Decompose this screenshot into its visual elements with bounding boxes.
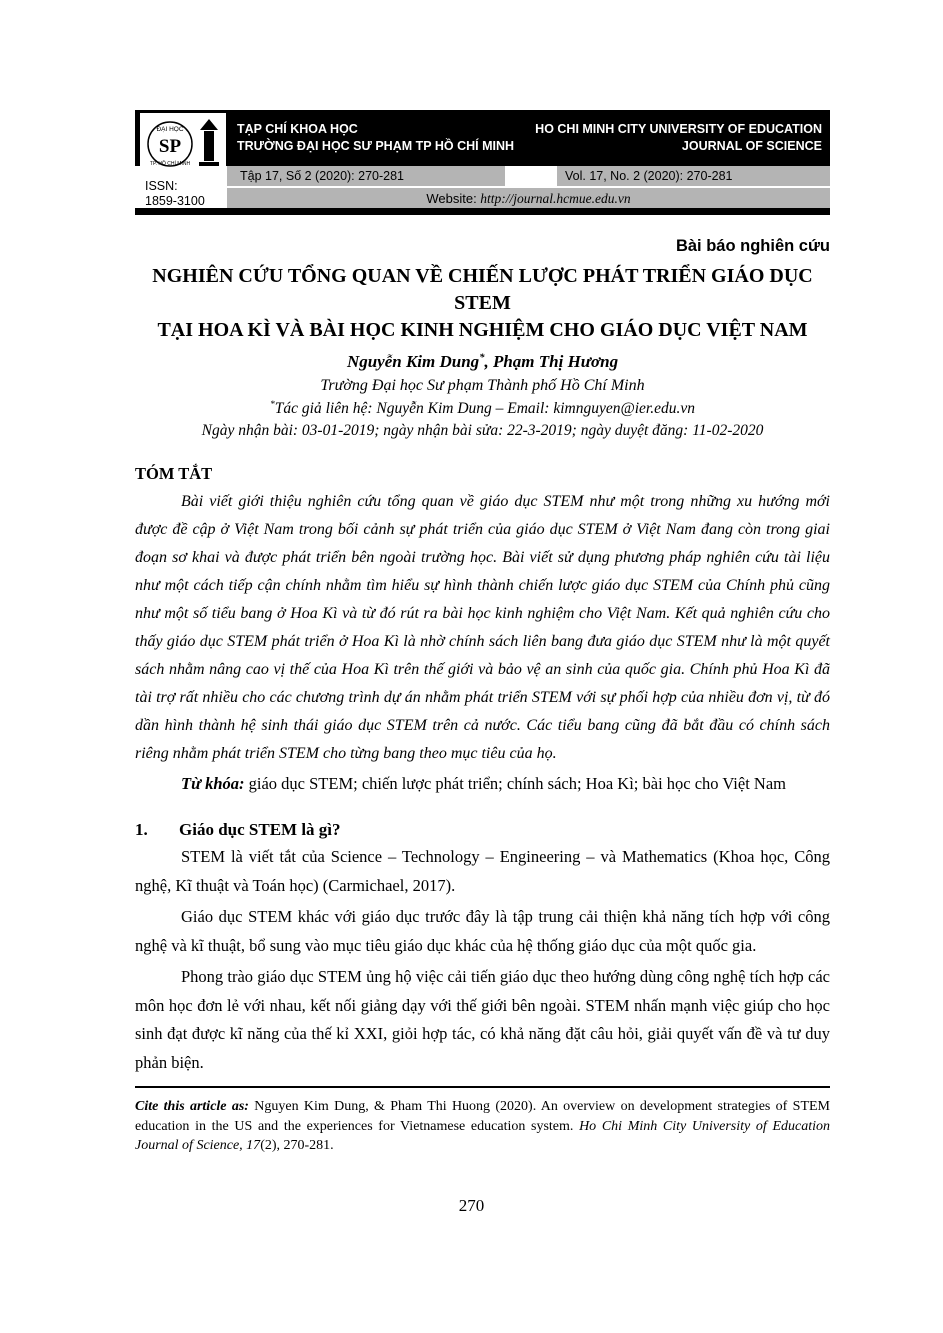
website-row	[227, 188, 830, 208]
keywords-label: Từ khóa:	[181, 774, 245, 794]
header-top-band	[135, 110, 830, 166]
cite-tail: (2), 270-281.	[260, 1138, 334, 1153]
website-label: Website:	[426, 191, 481, 206]
hcmue-logo	[140, 113, 226, 175]
keywords-line	[135, 770, 830, 798]
volume-info-vi: Tập 17, Số 2 (2020): 270-281	[227, 166, 505, 186]
section-1-paragraph-1: STEM là viết tắt của Science – Technology – Engineering – và Mathematics (Khoa học, Công nghệ, Kĩ thuật và Toán học) (Carmichael, 2017).	[135, 847, 830, 895]
volume-row	[227, 166, 830, 186]
received-dates-line: Ngày nhận bài: 03-01-2019; ngày nhận bài sửa: 22-3-2019; ngày duyệt đăng: 11-02-2020	[201, 422, 764, 440]
journal-header	[135, 110, 830, 215]
logo-text-bottom: TP. HỒ CHÍ MINH	[149, 161, 191, 167]
article-title-line2: TẠI HOA KÌ VÀ BÀI HỌC KINH NGHIỆM CHO GIÁO DỤC VIỆT NAM	[157, 319, 808, 341]
journal-name-vi-line1: TẠP CHÍ KHOA HỌC	[237, 122, 358, 137]
author-1: Nguyễn Kim Dung	[346, 352, 480, 371]
issn-value: 1859-3100	[145, 194, 205, 208]
abstract-heading: TÓM TẮT	[135, 464, 213, 484]
issn-label: ISSN:	[145, 179, 178, 193]
author-2: , Phạm Thị Hương	[484, 352, 619, 371]
section-1-paragraph-2: Giáo dục STEM khác với giáo dục trước đây là tập trung cải thiện khả năng tích hợp với công nghệ và kĩ thuật, bổ sung vào mục tiêu giáo dục khác của hệ thống giáo dục của một quốc gia.	[135, 907, 830, 955]
section-1-number: 1.	[135, 820, 148, 840]
cite-label: Cite this article as:	[135, 1099, 249, 1114]
article-type-label: Bài báo nghiên cứu	[675, 237, 830, 255]
authors-line	[135, 352, 830, 372]
volume-info-en: Vol. 17, No. 2 (2020): 270-281	[557, 166, 830, 186]
section-1-title: Giáo dục STEM là gì?	[179, 820, 341, 840]
journal-name-en-line1: HO CHI MINH CITY UNIVERSITY OF EDUCATION	[535, 122, 822, 137]
volume-gap	[505, 166, 557, 186]
correspondence-text: Tác giả liên hệ: Nguyễn Kim Dung – Email: kimnguyen@ier.edu.vn	[274, 400, 695, 418]
website-url: http://journal.hcmue.edu.vn	[480, 191, 631, 206]
correspondence-mark: *	[270, 399, 275, 410]
hcmue-logo-icon	[143, 115, 223, 173]
header-mid-band	[135, 166, 830, 208]
affiliation-line: Trường Đại học Sư phạm Thành phố Hồ Chí Minh	[320, 377, 645, 394]
header-bottom-rule	[135, 208, 830, 215]
logo-text-sp: SP	[158, 136, 182, 157]
cite-body: Nguyen Kim Dung, & Pham Thi Huong (2020). An overview on development strategies of STEM education in the US and the experiences for Vietnamese education system.	[135, 1099, 831, 1134]
header-mid-right	[227, 166, 830, 208]
journal-name-vi	[237, 121, 514, 155]
article-title-line1: NGHIÊN CỨU TỔNG QUAN VỀ CHIẾN LƯỢC PHÁT TRIỂN GIÁO DỤC STEM	[152, 265, 813, 314]
page-number: 270	[458, 1196, 485, 1215]
journal-name-vi-line2: TRƯỜNG ĐẠI HỌC SƯ PHẠM TP HỒ CHÍ MINH	[237, 139, 515, 153]
logo-tower-icon	[199, 119, 219, 166]
logo-text-top: ĐẠI HỌC	[156, 126, 184, 133]
section-1-paragraph-3: Phong trào giáo dục STEM ủng hộ việc cải tiến giáo dục theo hướng dùng công nghệ tích hợp các môn học đơn lẻ với nhau, kết nối giảng dạy với thế giới bên ngoài. STEM nhấn mạnh việc giúp cho học sinh đạt được kĩ năng của thế kỉ XXI, giỏi hợp tác, có khả năng đặt câu hỏi, giải quyết vấn đề và tư duy phản biện.	[135, 967, 830, 1072]
correspondence-line	[135, 399, 830, 418]
journal-name-en-line2: JOURNAL OF SCIENCE	[681, 139, 822, 153]
abstract-body: Bài viết giới thiệu nghiên cứu tổng quan về giáo dục STEM như một trong những xu hướng mới được đề cập ở Việt Nam trong bối cảnh sự phát triển của giáo dục STEM ở Việt Nam đang còn trong giai đoạn sơ khai và được phát triển bên ngoài trường học. Bài viết sử dụng phương pháp nghiên cứu tài liệu như một cách tiếp cận chính nhằm tìm hiểu sự hình thành chiến lược giáo dục STEM của Chính phủ cũng như một số tiểu bang ở Hoa Kì và từ đó rút ra bài học kinh nghiệm cho Việt Nam. Kết quả nghiên cứu cho thấy giáo dục STEM phát triển ở Hoa Kì là nhờ chính sách liên bang đưa giáo dục STEM như là một quyết sách nhằm nâng cao vị thế của Hoa Kì trên thế giới và bảo vệ an sinh của quốc gia. Chính phủ Hoa Kì đã tài trợ rất nhiều cho các chương trình dự án nhằm phát triển STEM với sự phối hợp của nhiều đơn vị, từ đó dần hình thành hệ sinh thái giáo dục STEM trên cả nước. Các tiểu bang cũng đã bắt đầu có chính sách riêng nhằm phát triển STEM cho từng bang theo mục tiêu của họ.	[135, 493, 830, 763]
journal-name-en	[535, 121, 822, 155]
section-1-heading	[135, 820, 830, 840]
cite-journal-name: Ho Chi Minh City University of Education Journal of Science, 17	[135, 1118, 830, 1153]
citation-footnote	[135, 1086, 830, 1156]
keywords-text: giáo dục STEM; chiến lược phát triển; chính sách; Hoa Kì; bài học cho Việt Nam	[244, 774, 787, 794]
article-title	[135, 263, 830, 344]
corresponding-author-mark: *	[479, 352, 485, 364]
